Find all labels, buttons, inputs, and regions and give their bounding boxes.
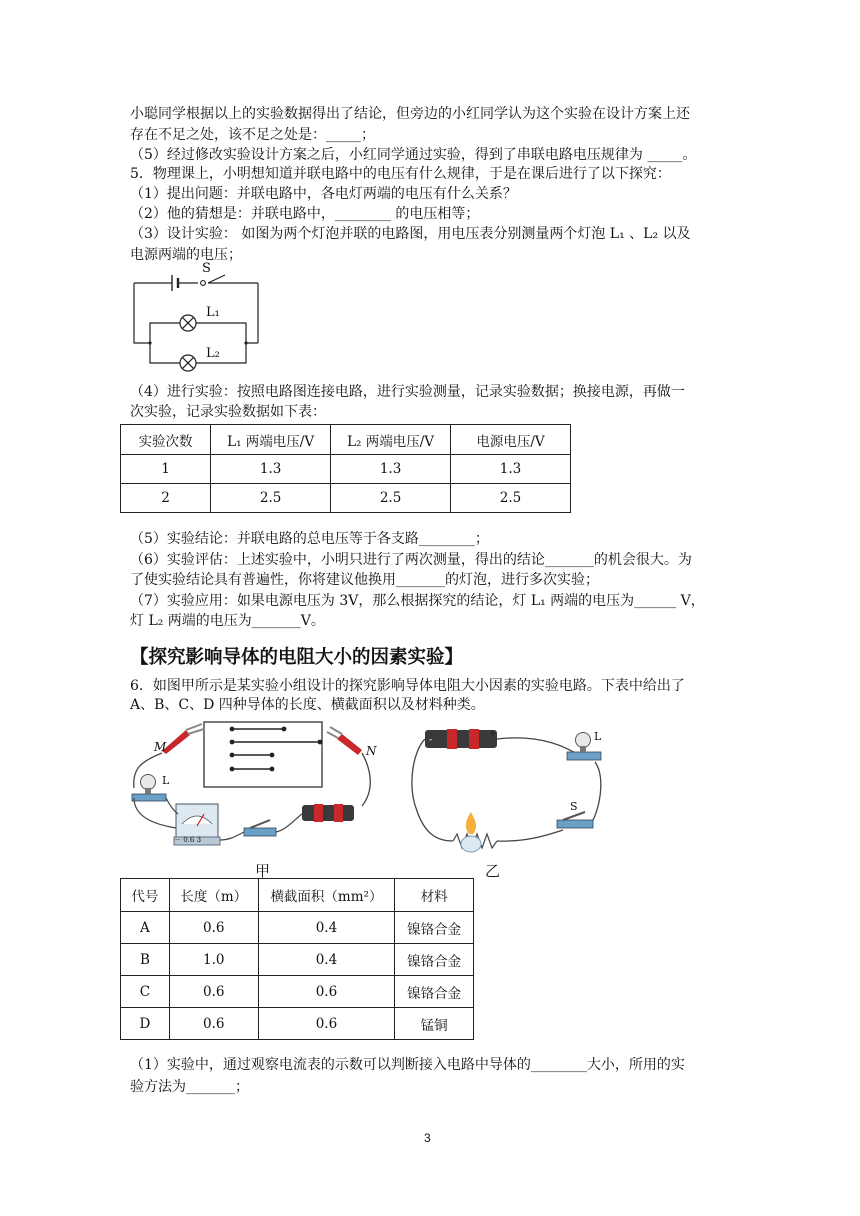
lamp1-label: L₁ (206, 305, 220, 320)
section-heading: 【探究影响导体的电阻大小的因素实验】 (130, 647, 464, 668)
table-row (121, 944, 474, 976)
svg-text:-: - (429, 735, 433, 745)
clip-label-n: N (366, 744, 377, 758)
table-cell: B (121, 944, 170, 976)
table-cell: 锰铜 (395, 1008, 474, 1040)
table-cell: 1 (121, 455, 211, 484)
table-cell: 0.6 (169, 1008, 258, 1040)
table-cell: 1.3 (211, 455, 331, 484)
page-number: 3 (424, 1131, 431, 1145)
text-line: （3）设计实验： 如图为两个灯泡并联的电路图，用电压表分别测量两个灯泡 L₁ 、L₂ 以及 (130, 226, 691, 242)
table-cell: 镍铬合金 (395, 912, 474, 944)
lamp-label-left: L (162, 774, 170, 787)
text-line: （6）实验评估：上述实验中，小明只进行了两次测量，得出的结论_______的机会很大。为 (130, 552, 692, 568)
table-cell: 0.4 (258, 944, 395, 976)
voltage-table (120, 424, 571, 513)
text-line: 5．物理课上，小明想知道并联电路中的电压有什么规律，于是在课后进行了以下探究： (130, 166, 671, 182)
table-cell: 0.4 (258, 912, 395, 944)
text-line: 存在不足之处，该不足之处是：_____； (130, 127, 375, 143)
table-header-cell: 材料 (395, 879, 474, 912)
table-cell: 镍铬合金 (395, 976, 474, 1008)
table-row (121, 976, 474, 1008)
text-line: （4）进行实验：按照电路图连接电路，进行实验测量，记录实验数据；换接电源，再做一 (130, 384, 685, 400)
table-header-cell: 代号 (121, 879, 170, 912)
table-header-cell: 实验次数 (121, 425, 211, 455)
table-header-cell: 横截面积（mm²） (258, 879, 395, 912)
table-cell: 1.3 (451, 455, 571, 484)
table-row (121, 912, 474, 944)
switch-label-right: S (570, 800, 578, 813)
text-line: （7）实验应用：如果电源电压为 3V，那么根据探究的结论，灯 L₁ 两端的电压为______ V， (130, 593, 705, 609)
table-header-row (121, 425, 571, 455)
table-cell: 2.5 (331, 484, 451, 513)
ammeter-scale-label: － 0.6 3 (174, 836, 202, 844)
svg-text:+: + (489, 729, 497, 739)
text-line: （2）他的猜想是：并联电路中，________ 的电压相等； (130, 206, 480, 222)
table-cell: 0.6 (258, 1008, 395, 1040)
parallel-circuit-diagram (128, 263, 268, 373)
table-header-cell: L₁ 两端电压/V (211, 425, 331, 455)
clip-label-m: M (154, 740, 167, 754)
table-cell: 0.6 (169, 976, 258, 1008)
text-line: 验方法为_______； (130, 1079, 249, 1095)
text-line: （5）经过修改实验设计方案之后，小红同学通过实验，得到了串联电路电压规律为 _____。 (130, 147, 697, 163)
table-cell: 2 (121, 484, 211, 513)
table-cell: 1.3 (331, 455, 451, 484)
table-row (121, 484, 571, 513)
text-line: 电源两端的电压； (130, 247, 242, 263)
figure-caption-jia: 甲 (255, 862, 271, 880)
table-cell: 镍铬合金 (395, 944, 474, 976)
lamp-label-right: L (594, 730, 602, 743)
text-line: （1）实验中，通过观察电流表的示数可以判断接入电路中导体的________大小，所用的实 (130, 1057, 685, 1073)
switch-label: S (202, 261, 211, 276)
table-header-cell: 长度（m） (169, 879, 258, 912)
table-row (121, 1008, 474, 1040)
text-line: 小聪同学根据以上的实验数据得出了结论，但旁边的小红同学认为这个实验在设计方案上还 (130, 106, 690, 122)
lamp2-label: L₂ (206, 346, 220, 361)
table-header-row (121, 879, 474, 912)
figure-caption-yi: 乙 (485, 862, 501, 880)
table-row (121, 455, 571, 484)
table-cell: D (121, 1008, 170, 1040)
table-cell: 1.0 (169, 944, 258, 976)
table-cell: A (121, 912, 170, 944)
table-cell: 0.6 (169, 912, 258, 944)
table-cell: 2.5 (451, 484, 571, 513)
text-line: 灯 L₂ 两端的电压为_______V。 (130, 613, 325, 629)
table-cell: 0.6 (258, 976, 395, 1008)
table-header-cell: 电源电压/V (451, 425, 571, 455)
table-header-cell: L₂ 两端电压/V (331, 425, 451, 455)
text-line: 次实验，记录实验数据如下表： (130, 404, 326, 420)
text-line: 了使实验结论具有普遍性，你将建议他换用_______的灯泡，进行多次实验； (130, 572, 599, 588)
table-cell: C (121, 976, 170, 1008)
experiment-figure-yi (405, 726, 615, 856)
text-line: 6．如图甲所示是某实验小组设计的探究影响导体电阻大小因素的实验电路。下表中给出了 (130, 678, 685, 694)
text-line: （5）实验结论：并联电路的总电压等于各支路________； (130, 531, 489, 547)
text-line: （1）提出问题：并联电路中，各电灯两端的电压有什么关系？ (130, 186, 517, 202)
conductor-table (120, 878, 474, 1040)
text-line: A、B、C、D 四种导体的长度、横截面积以及材料种类。 (130, 697, 485, 713)
table-cell: 2.5 (211, 484, 331, 513)
